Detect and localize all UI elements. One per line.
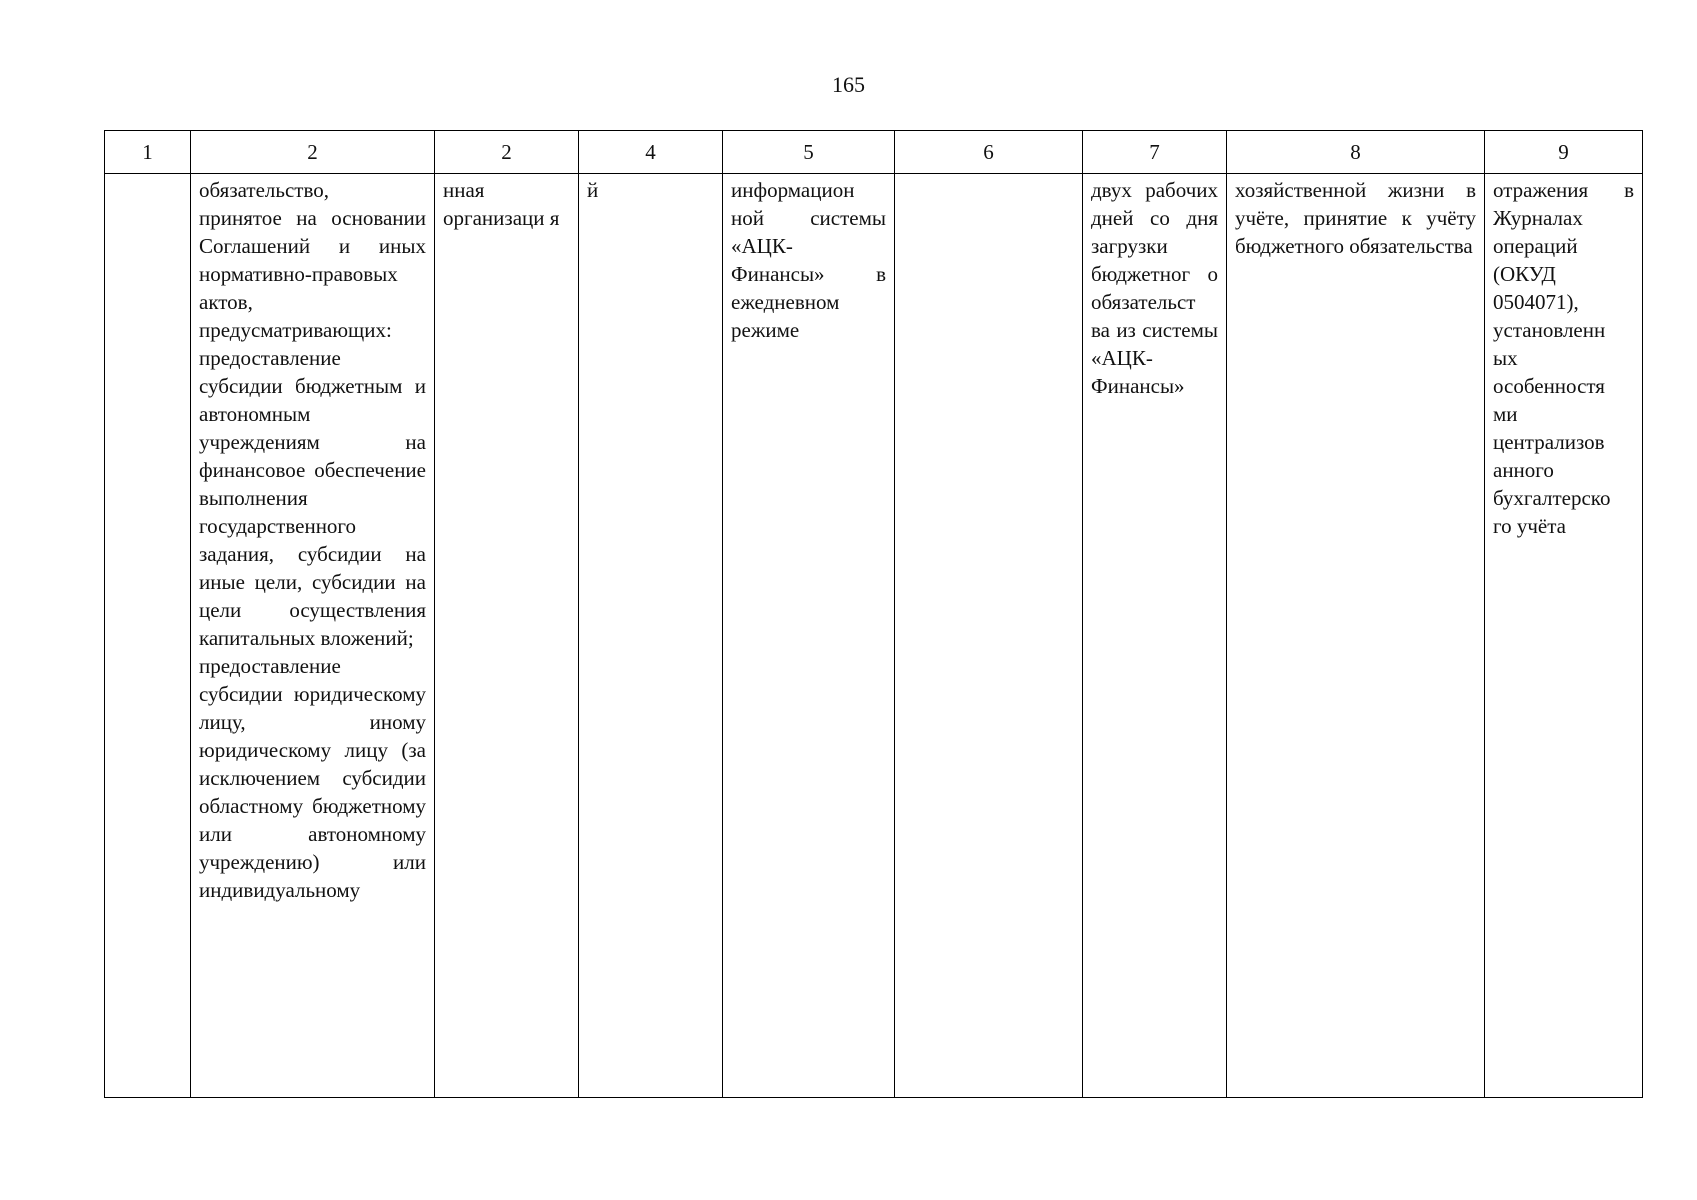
header-cell-1: 1 (105, 131, 191, 174)
cell-col2-text: обязательство, принятое на основании Соглашений и иных нормативно-правовых актов, предусматривающих: предоставление субсидии бюджетным и автономным учреждениям на финансовое обеспечение выполнения государственного задания, субсидии на иные цели, субсидии на цели осуществления капитальных вложений; предоставление субсидии юридическому лицу, иному юридическому лицу (за исключением субсидии областному бюджетному или автономному учреждению) или индивидуальному (199, 178, 426, 902)
cell-col4-text: й (587, 178, 599, 202)
cell-col7 (1083, 174, 1227, 1098)
cell-col2 (191, 174, 435, 1098)
cell-col9-text: отражения в Журналах операций (ОКУД 0504071), установленн ых особенностя ми централизов анного бухгалтерско го учёта (1493, 178, 1634, 538)
cell-col7-text: двух рабочих дней со дня загрузки бюджетног о обязательст ва из системы «АЦК-Финансы» (1091, 178, 1218, 398)
cell-col1 (105, 174, 191, 1098)
cell-col8-text: хозяйственной жизни в учёте, принятие к учёту бюджетного обязательства (1235, 178, 1476, 258)
header-cell-3: 2 (435, 131, 579, 174)
cell-col4 (579, 174, 723, 1098)
table-row (105, 174, 1643, 1098)
header-cell-6: 6 (895, 131, 1083, 174)
document-table (104, 130, 1643, 1098)
page-number: 165 (832, 72, 865, 97)
header-cell-2: 2 (191, 131, 435, 174)
header-cell-4: 4 (579, 131, 723, 174)
cell-col3-text: нная организаци я (443, 178, 560, 230)
cell-col3 (435, 174, 579, 1098)
header-cell-7: 7 (1083, 131, 1227, 174)
cell-col5 (723, 174, 895, 1098)
cell-col8 (1227, 174, 1485, 1098)
header-cell-5: 5 (723, 131, 895, 174)
header-cell-9: 9 (1485, 131, 1643, 174)
cell-col9 (1485, 174, 1643, 1098)
header-cell-8: 8 (1227, 131, 1485, 174)
cell-col6 (895, 174, 1083, 1098)
cell-col5-text: информацион ной системы «АЦК-Финансы» в ежедневном режиме (731, 178, 886, 342)
header-row (105, 131, 1643, 174)
